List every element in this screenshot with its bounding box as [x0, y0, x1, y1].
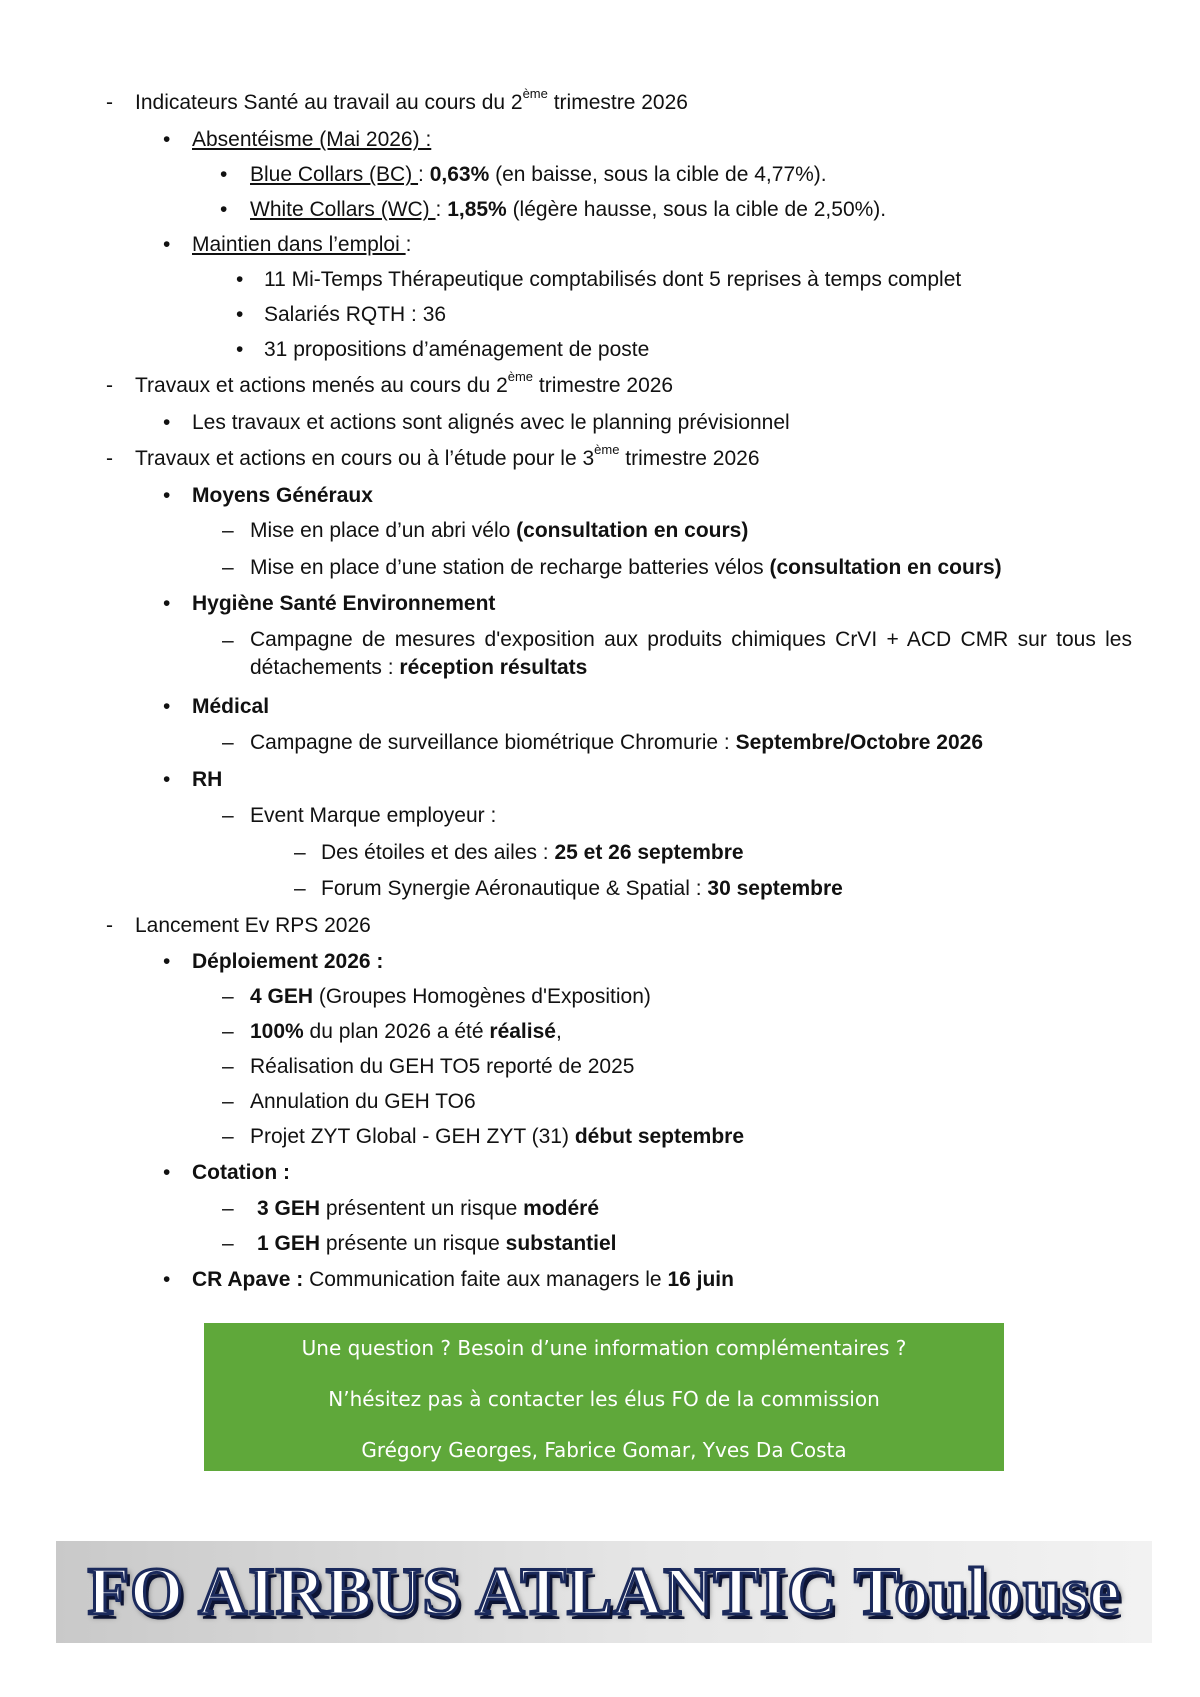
- section-dash: -: [106, 914, 113, 937]
- footer-banner: [56, 1541, 1152, 1643]
- bullet-icon: •: [163, 233, 171, 256]
- dash-icon: –: [222, 629, 234, 652]
- section-title-q3-actions: Travaux et actions en cours ou à l’étude pour le 3ème trimestre 2026: [135, 442, 760, 470]
- contact-invitation: N’hésitez pas à contacter les élus FO de la commission: [328, 1387, 880, 1411]
- dash-icon: –: [222, 1055, 234, 1078]
- dash-icon: –: [222, 1232, 234, 1255]
- rh-item: Event Marque employeur :: [250, 804, 497, 827]
- section-title-rps: Lancement Ev RPS 2026: [135, 914, 371, 937]
- medical-item: Campagne de surveillance biométrique Chromurie : Septembre/Octobre 2026: [250, 731, 984, 754]
- dash-icon: –: [294, 841, 306, 864]
- list-item: Mise en place d’une station de recharge batteries vélos (consultation en cours): [250, 556, 1002, 579]
- list-item: Les travaux et actions sont alignés avec le planning prévisionnel: [192, 411, 790, 434]
- section-dash: -: [106, 447, 113, 470]
- absenteisme-item: Blue Collars (BC) : 0,63% (en baisse, sous la cible de 4,77%).: [250, 163, 827, 186]
- deploiement-item: 4 GEH (Groupes Homogènes d'Exposition): [250, 985, 651, 1008]
- contact-box: [204, 1323, 1004, 1471]
- bullet-icon: •: [236, 338, 244, 361]
- deploiement-item: Réalisation du GEH TO5 reporté de 2025: [250, 1055, 635, 1078]
- bullet-icon: •: [220, 198, 228, 221]
- cotation-item: 3 GEH présentent un risque modéré: [257, 1197, 600, 1220]
- dash-icon: –: [294, 877, 306, 900]
- bullet-icon: •: [220, 163, 228, 186]
- bullet-icon: •: [163, 484, 171, 507]
- section-dash: -: [106, 374, 113, 397]
- bullet-icon: •: [163, 1161, 171, 1184]
- dash-icon: –: [222, 1197, 234, 1220]
- contact-question: Une question ? Besoin d’une information complémentaires ?: [301, 1336, 907, 1360]
- dash-icon: –: [222, 731, 234, 754]
- cotation-item: 1 GEH présente un risque substantiel: [257, 1232, 617, 1255]
- cotation-heading: Cotation :: [192, 1161, 290, 1184]
- medical-heading: Médical: [192, 695, 270, 718]
- deploiement-item: 100% du plan 2026 a été réalisé,: [250, 1020, 562, 1043]
- dash-icon: –: [222, 1020, 234, 1043]
- bullet-icon: •: [163, 768, 171, 791]
- deploiement-heading: Déploiement 2026 :: [192, 950, 384, 973]
- bullet-icon: •: [163, 411, 171, 434]
- fo-airbus-atlantic-logo: FO AIRBUS ATLANTIC Toulouse: [87, 1553, 1121, 1629]
- rh-subitem: Des étoiles et des ailes : 25 et 26 septembre: [321, 841, 744, 864]
- maintien-item: 31 propositions d’aménagement de poste: [264, 338, 650, 361]
- bullet-icon: •: [236, 268, 244, 291]
- dash-icon: –: [222, 985, 234, 1008]
- dash-icon: –: [222, 1125, 234, 1148]
- absenteisme-heading: Absentéisme (Mai 2026) :: [192, 128, 432, 151]
- section-dash: -: [106, 91, 113, 114]
- bullet-icon: •: [163, 592, 171, 615]
- dash-icon: –: [222, 519, 234, 542]
- deploiement-item: Annulation du GEH TO6: [250, 1090, 476, 1113]
- maintien-item: Salariés RQTH : 36: [264, 303, 447, 326]
- deploiement-item: Projet ZYT Global - GEH ZYT (31) début septembre: [250, 1125, 745, 1148]
- section-title-q2-actions: Travaux et actions menés au cours du 2ème trimestre 2026: [135, 369, 674, 397]
- dash-icon: –: [222, 804, 234, 827]
- bullet-icon: •: [163, 1268, 171, 1291]
- bullet-icon: •: [236, 303, 244, 326]
- rh-heading: RH: [192, 768, 223, 791]
- bullet-icon: •: [163, 950, 171, 973]
- bullet-icon: •: [163, 128, 171, 151]
- maintien-item: 11 Mi-Temps Thérapeutique comptabilisés dont 5 reprises à temps complet: [264, 268, 962, 291]
- dash-icon: –: [222, 1090, 234, 1113]
- section-title-health-indicators: Indicateurs Santé au travail au cours du 2ème trimestre 2026: [135, 86, 688, 114]
- maintien-heading: Maintien dans l’emploi :: [192, 233, 412, 256]
- dash-icon: –: [222, 556, 234, 579]
- moyens-generaux-heading: Moyens Généraux: [192, 484, 373, 507]
- list-item: Mise en place d’un abri vélo (consultation en cours): [250, 519, 749, 542]
- rh-subitem: Forum Synergie Aéronautique & Spatial : 30 septembre: [321, 877, 843, 900]
- absenteisme-item: White Collars (WC) : 1,85% (légère hausse, sous la cible de 2,50%).: [250, 198, 887, 221]
- bullet-icon: •: [163, 695, 171, 718]
- contact-names: Grégory Georges, Fabrice Gomar, Yves Da Costa: [361, 1438, 847, 1462]
- hygiene-item: Campagne de mesures d'exposition aux produits chimiques CrVI + ACD CMR sur tous les détachements : réception résultats: [250, 628, 1132, 679]
- hygiene-heading: Hygiène Santé Environnement: [192, 592, 496, 615]
- apave-item: CR Apave : Communication faite aux managers le 16 juin: [192, 1268, 734, 1291]
